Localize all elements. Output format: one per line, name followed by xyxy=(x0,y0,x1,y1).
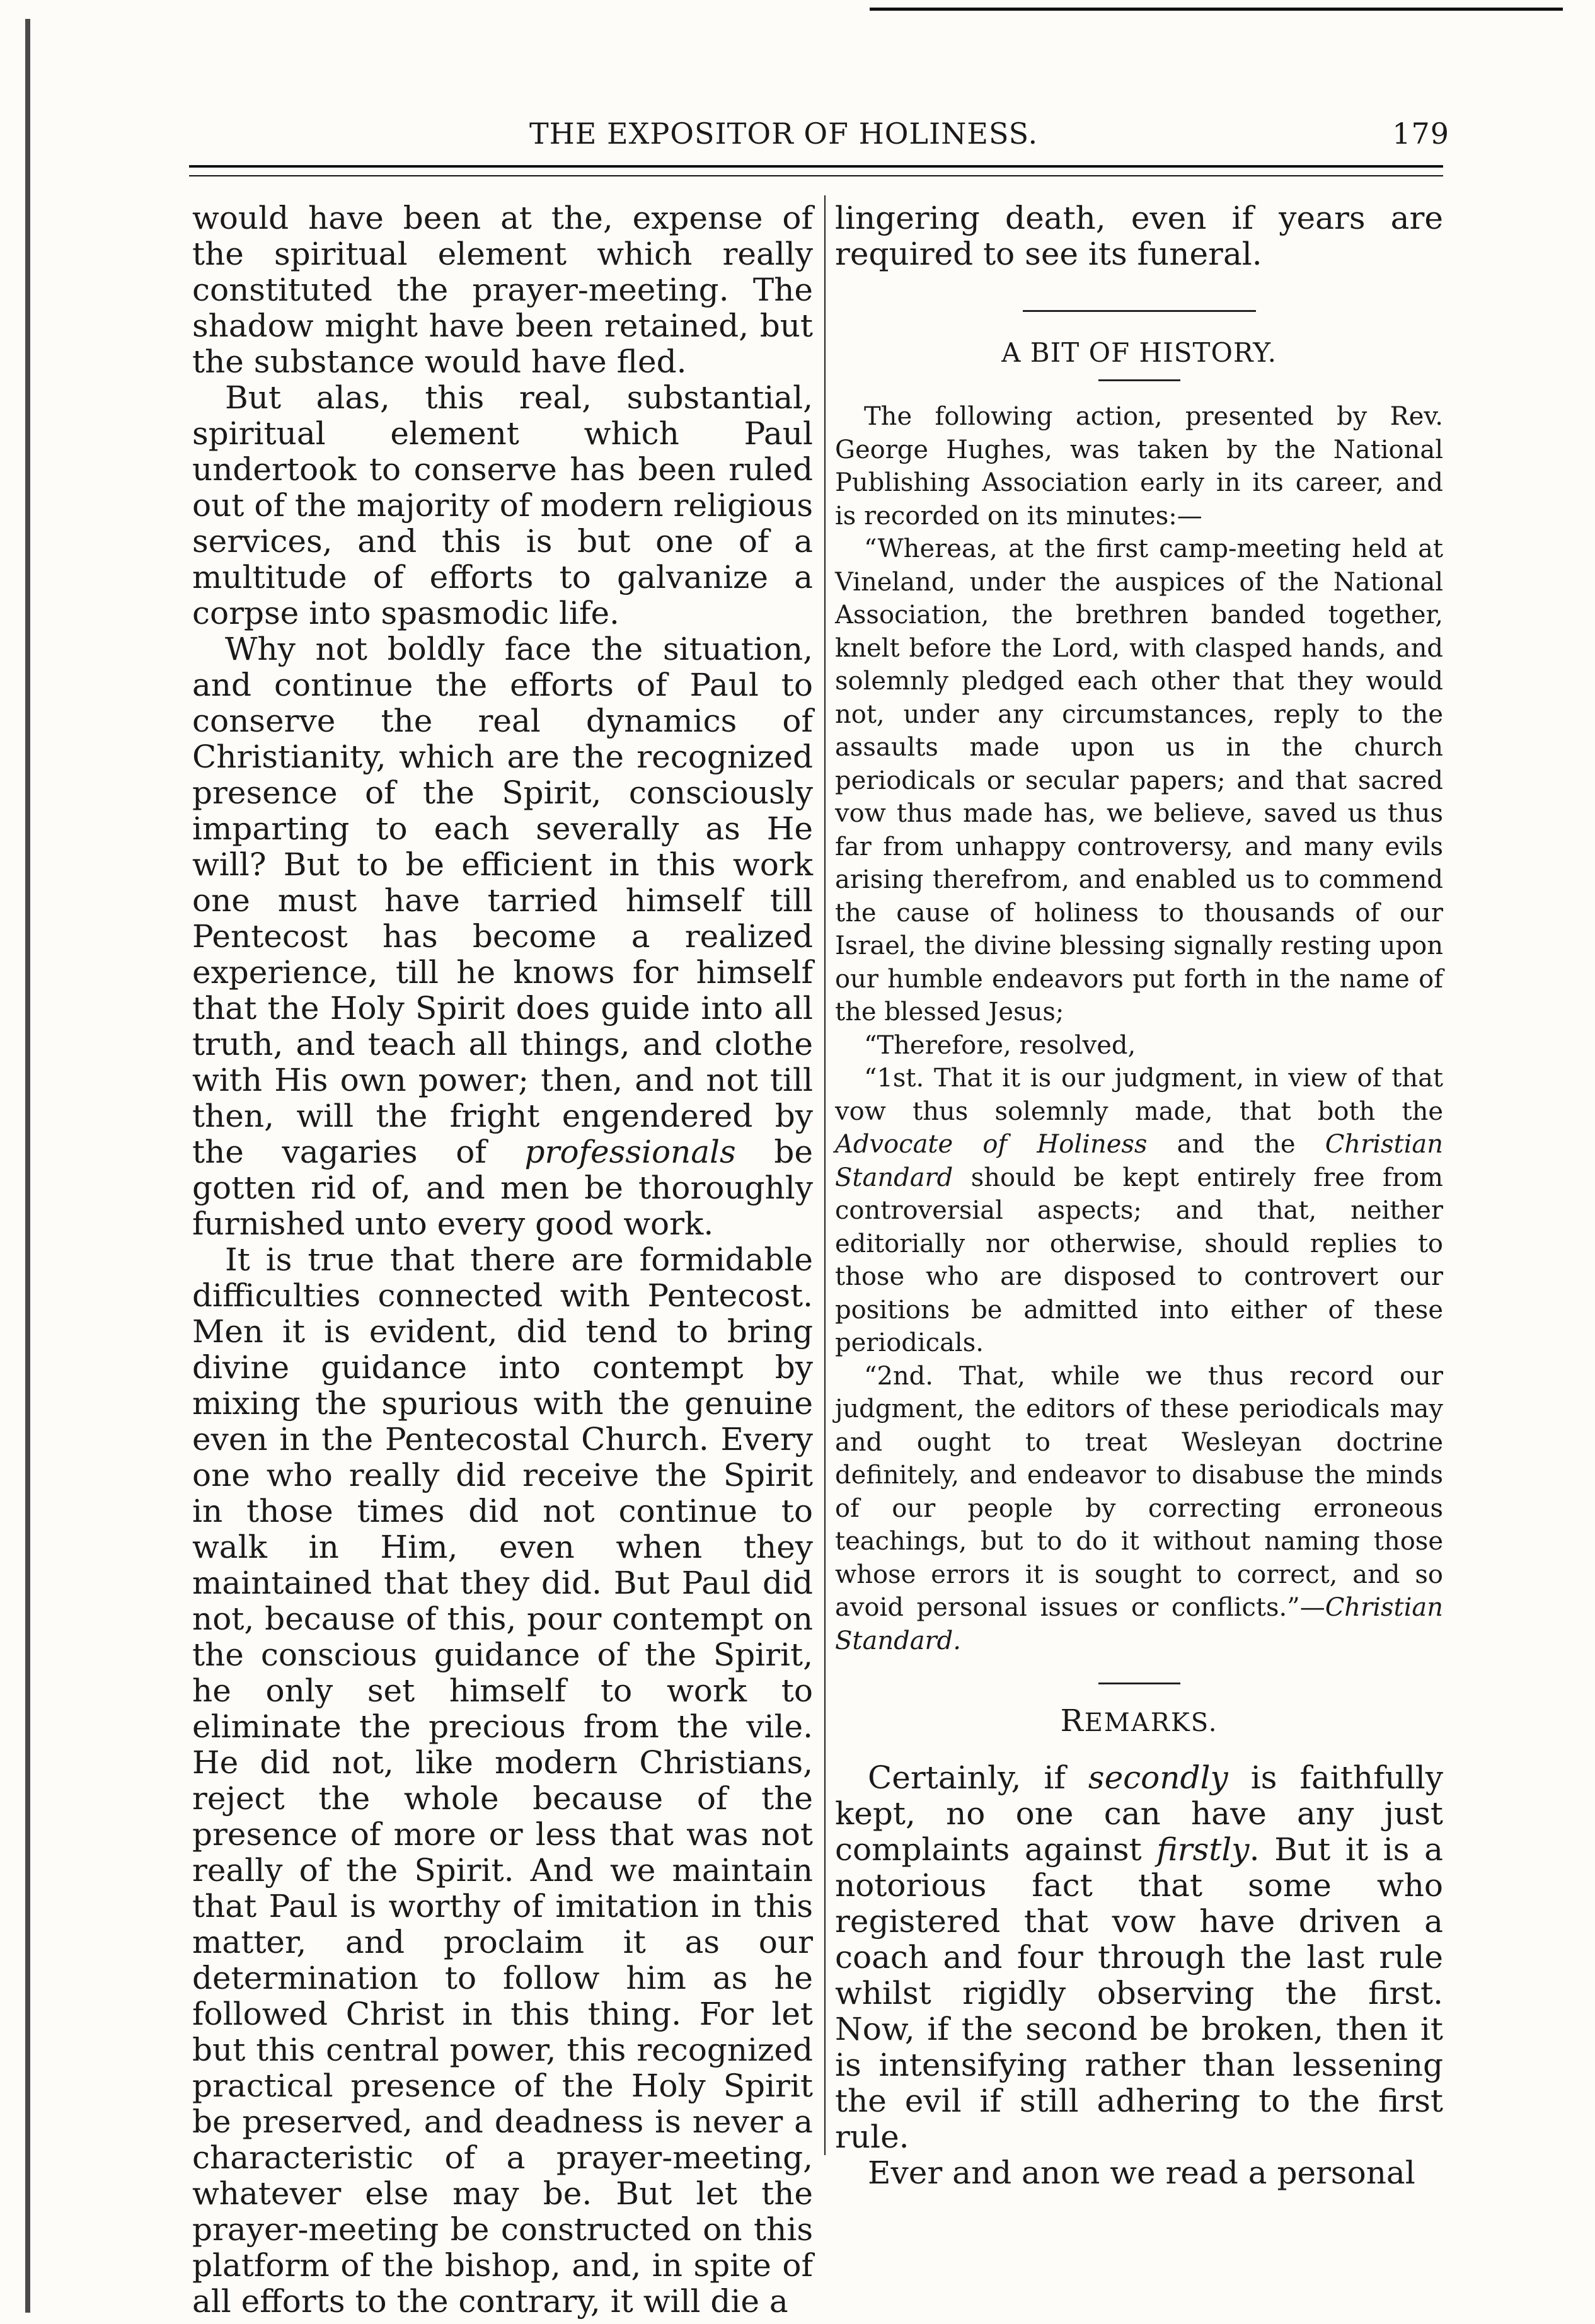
paragraph: Certainly, if secondly is faithfully kept, no one can have any just complaints against firstly. But it is a notorious fact that some who registered that vow have driven a coach and four through the last rule whilst rigidly observing the first. Now, if the second be broken, then it is intensifying rather than lessening the evil if still adhering to the first rule. xyxy=(835,1759,1443,2155)
emphasis: Christian Standard xyxy=(835,1130,1443,1192)
paragraph: lingering death, even if years are required to see its funeral. xyxy=(835,200,1443,272)
heading-rule xyxy=(1098,379,1180,381)
section-rule xyxy=(1023,310,1256,312)
paragraph: “Whereas, at the first camp-meeting held at Vineland, under the auspices of the National Association, the brethren banded together, knelt before the Lord, with clasped hands, and solemnly pledged each other that they would not, under any circumstances, reply to the assaults made upon us in the church periodicals or secular papers; and that sacred vow thus made has, we believe, saved us thus far from unhappy controversy, and many evils arising therefrom, and enabled us to commend the cause of holiness to thousands of our Israel, the divine blessing signally resting upon our humble endeavors put forth in the name of the blessed Jesus; xyxy=(835,534,1443,1027)
section-rule xyxy=(1098,1683,1180,1684)
column-divider xyxy=(824,195,826,2155)
header-rule-thick xyxy=(189,165,1443,168)
source-citation: Christian Standard. xyxy=(835,1593,1443,1655)
paragraph: “Therefore, resolved, xyxy=(864,1030,1136,1060)
paragraph: It is true that there are formidable difficulties connected with Pentecost. Men it is evident, did tend to bring divine guidance into contempt by mixing the spurious with the genuine even in the Pentecostal Church. Every one who really did receive the Spirit in those times did not continue to walk in Him, even when they maintained that they did. But Paul did not, because of this, pour contempt on the conscious guidance of the Spirit, he only set himself to work to eliminate the precious from the vile. He did not, like modern Christians, reject the whole because of the presence of more or less that was not really of the Spirit. And we maintain that Paul is worthy of imitation in this matter, and proclaim it as our determination to follow him as he followed Christ in this thing. For let but this central power, this recognized practical presence of the Holy Spirit be preserved, and deadness is never a characteristic of a prayer-meeting, whatever else may be. But let the prayer-meeting be constructed on this platform of the bishop, and, in spite of all efforts to the contrary, it will die a xyxy=(192,1241,813,2320)
paragraph: Ever and anon we read a personal xyxy=(868,2154,1415,2191)
paragraph: The following action, presented by Rev. George Hughes, was taken by the National Publishing Association early in its career, and is recorded on its minutes:— xyxy=(835,402,1443,531)
top-edge-rule xyxy=(870,8,1563,11)
emphasis: firstly xyxy=(1156,1831,1250,1868)
remarks-heading: REMARKS. xyxy=(1060,1703,1218,1739)
page-number: 179 xyxy=(1392,117,1449,151)
paragraph: “1st. That it is our judgment, in view of that vow thus solemnly made, that both the Advocate of Holiness and the Christian Standard should be kept entirely free from controversial aspects; and that, neither editorially nor otherwise, should replies to those who are disposed to controvert our positions be admitted into either of these periodicals. xyxy=(835,1064,1443,1357)
paragraph: Why not boldly face the situation, and continue the efforts of Paul to conserve the real dynamics of Christianity, which are the recognized presence of the Spirit, consciously imparting to each severally as He will? But to be efficient in this work one must have tarried himself till Pentecost has become a realized experience, till he knows for himself that the Holy Spirit does guide into all truth, and teach all things, and clothe with His own power; then, and not till then, will the fright engendered by the vagaries of professionals be gotten rid of, and men be thoroughly furnished unto every good work. xyxy=(192,631,813,1242)
section-heading: A BIT OF HISTORY. xyxy=(1001,337,1277,368)
resolution-text xyxy=(835,400,1443,1657)
emphasis: Advocate of Holiness xyxy=(835,1130,1148,1159)
page-binding-edge xyxy=(25,19,30,2313)
emphasis: secondly xyxy=(1088,1759,1228,1796)
journal-title: THE EXPOSITOR OF HOLINESS. xyxy=(529,117,1039,151)
paragraph: “2nd. That, while we thus record our judgment, the editors of these periodicals may and ought to treat Wesleyan doctrine definitely, and endeavor to disabuse the minds of our people by correcting erroneous teachings, but to do it without naming those whose errors it is sought to correct, and so avoid personal issues or conflicts.”—Christian Standard. xyxy=(835,1361,1443,1655)
paragraph: But alas, this real, substantial, spiritual element which Paul undertook to conserve has been ruled out of the majority of modern religious services, and this is but one of a multitude of efforts to galvanize a corpse into spasmodic life. xyxy=(192,379,813,631)
header-rule-thin xyxy=(189,175,1443,176)
paragraph: would have been at the, expense of the spiritual element which really constituted the prayer-meeting. The shadow might have been retained, but the substance would have fled. xyxy=(192,200,813,380)
left-column xyxy=(192,200,813,2320)
running-header xyxy=(189,117,1449,161)
right-column xyxy=(835,200,1443,2191)
emphasis: professionals xyxy=(524,1134,736,1170)
